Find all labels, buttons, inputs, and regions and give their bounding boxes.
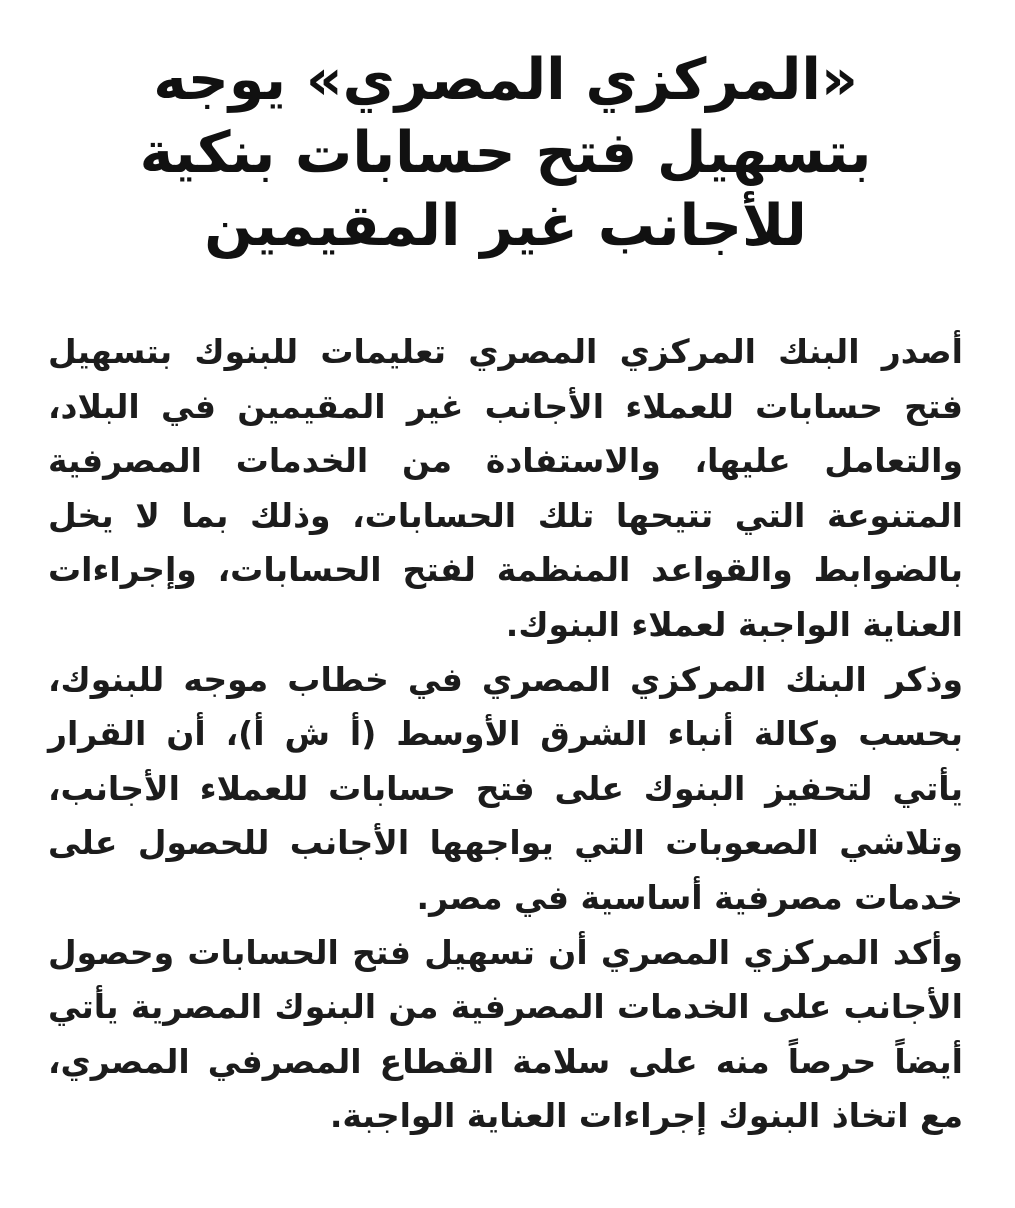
headline-line-3: للأجانب غير المقيمين	[204, 193, 807, 259]
headline	[48, 44, 963, 263]
headline-line-1: «المركزي المصري» يوجه	[153, 47, 858, 113]
paragraph-3: وأكد المركزي المصري أن تسهيل فتح الحسابات وحصول الأجانب على الخدمات المصرفية من البنوك المصرية يأتي أيضاً حرصاً منه على سلامة القطاع المصرفي المصري، مع اتخاذ البنوك إجراءات العناية الواجبة.	[48, 932, 963, 1136]
paragraph-2: وذكر البنك المركزي المصري في خطاب موجه للبنوك، بحسب وكالة أنباء الشرق الأوسط (أ ش أ)، أن القرار يأتي لتحفيز البنوك على فتح حسابات للعملاء الأجانب، وتلاشي الصعوبات التي يواجهها الأجانب للحصول على خدمات مصرفية أساسية في مصر.	[48, 659, 963, 917]
headline-line-2: بتسهيل فتح حسابات بنكية	[139, 120, 872, 186]
paragraph-1: أصدر البنك المركزي المصري تعليمات للبنوك بتسهيل فتح حسابات للعملاء الأجانب غير المقيمين في البلاد، والتعامل عليها، والاستفادة من الخدمات المصرفية المتنوعة التي تتيحها تلك الحسابات، وذلك بما لا يخل بالضوابط والقواعد المنظمة لفتح الحسابات، وإجراءات العناية الواجبة لعملاء البنوك.	[48, 332, 963, 644]
news-article	[48, 44, 963, 1144]
article-body	[48, 325, 963, 1144]
